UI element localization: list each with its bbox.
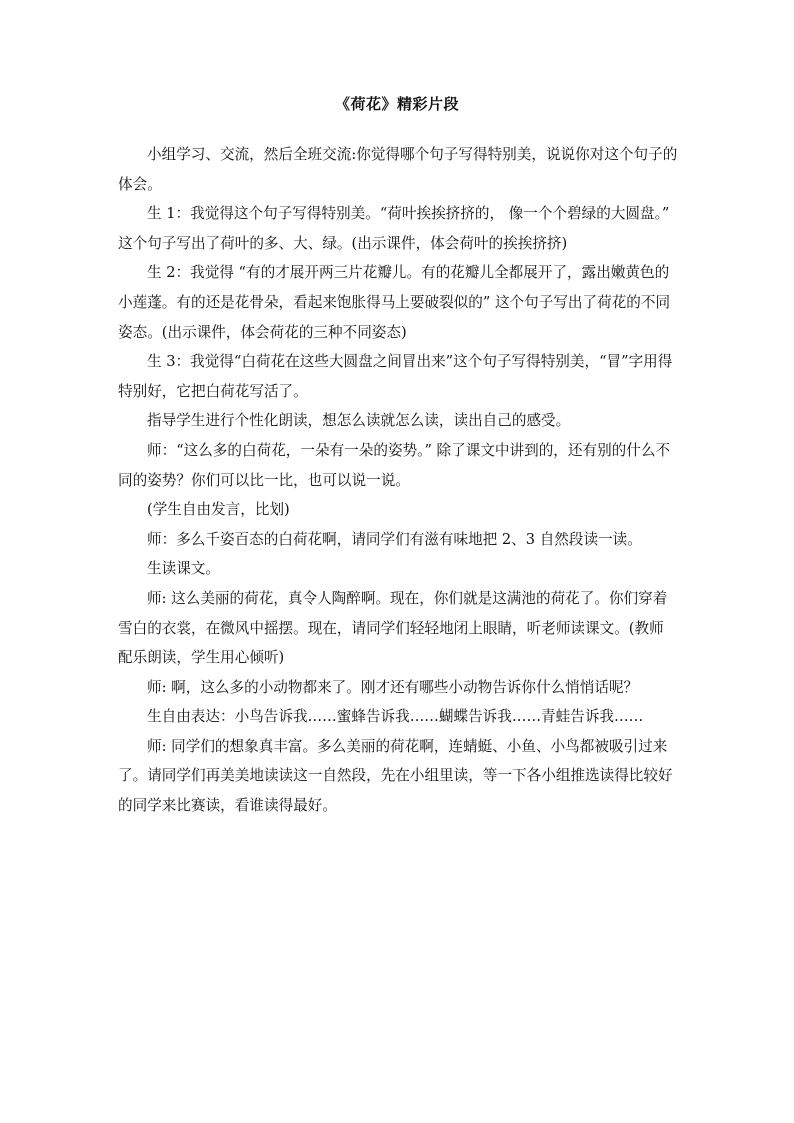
paragraph-student-2: 生 2：我觉得 “有的才展开两三片花瓣儿。有的花瓣儿全都展开了，露出嫩黄色的小莲蓬。有的还是花骨朵，看起来饱胀得马上要破裂似的” 这个句子写出了荷花的不同姿态。(出示课件，体会荷花的三种不同姿态) [118, 264, 671, 341]
paragraph-teacher-imagine: 师: 这么美丽的荷花，真令人陶醉啊。现在，你们就是这满池的荷花了。你们穿着雪白的衣裳，在微风中摇摆。现在，请同学们轻轻地闭上眼睛，听老师读课文。(教师配乐朗读，学生用心倾听) [118, 589, 668, 667]
paragraph-teacher-closing: 师: 同学们的想象真丰富。多么美丽的荷花啊，连蜻蜓、小鱼、小鸟都被吸引过来了。请同学们再美美地读读这一自然段，先在小组里读，等一下各小组推选读得比较好的同学来比赛读，看谁读得最好。 [118, 737, 673, 815]
paragraph-teacher-question: 师：“这么多的白荷花，一朵有一朵的姿势。” 除了课文中讲到的，还有别的什么不同的姿势？你们可以比一比，也可以说一说。 [118, 441, 671, 489]
paragraph-students-read: 生读课文。 [147, 560, 220, 578]
paragraph-student-1: 生 1：我觉得这个句子写得特别美。“荷叶挨挨挤挤的， 像一个个碧绿的大圆盘。” 这个句子写出了荷叶的多、大、绿。(出示课件，体会荷叶的挨挨挤挤) [118, 205, 670, 252]
document-title: 《荷花》精彩片段 [334, 95, 459, 113]
paragraph-teacher-animals: 师: 啊，这么多的小动物都来了。刚才还有哪些小动物告诉你什么悄悄话呢？ [147, 678, 639, 696]
paragraph-student-3: 生 3：我觉得“白荷花在这些大圆盘之间冒出来”这个句子写得特别美，“冒”字用得特别好，它把白荷花写活了。 [118, 353, 673, 400]
document-body [118, 140, 678, 821]
paragraph-student-activity: (学生自由发言，比划) [147, 501, 290, 519]
paragraph-intro: 小组学习、交流，然后全班交流:你觉得哪个句子写得特别美，说说你对这个句子的体会。 [118, 146, 678, 193]
paragraph-guidance: 指导学生进行个性化朗读，想怎么读就怎么读，读出自己的感受。 [147, 412, 571, 430]
paragraph-teacher-read: 师：多么千姿百态的白荷花啊，请同学们有滋有味地把 2、3 自然段读一读。 [147, 530, 642, 548]
paragraph-student-express: 生自由表达：小鸟告诉我……蜜蜂告诉我……蝴蝶告诉我……青蛙告诉我…… [147, 708, 644, 726]
